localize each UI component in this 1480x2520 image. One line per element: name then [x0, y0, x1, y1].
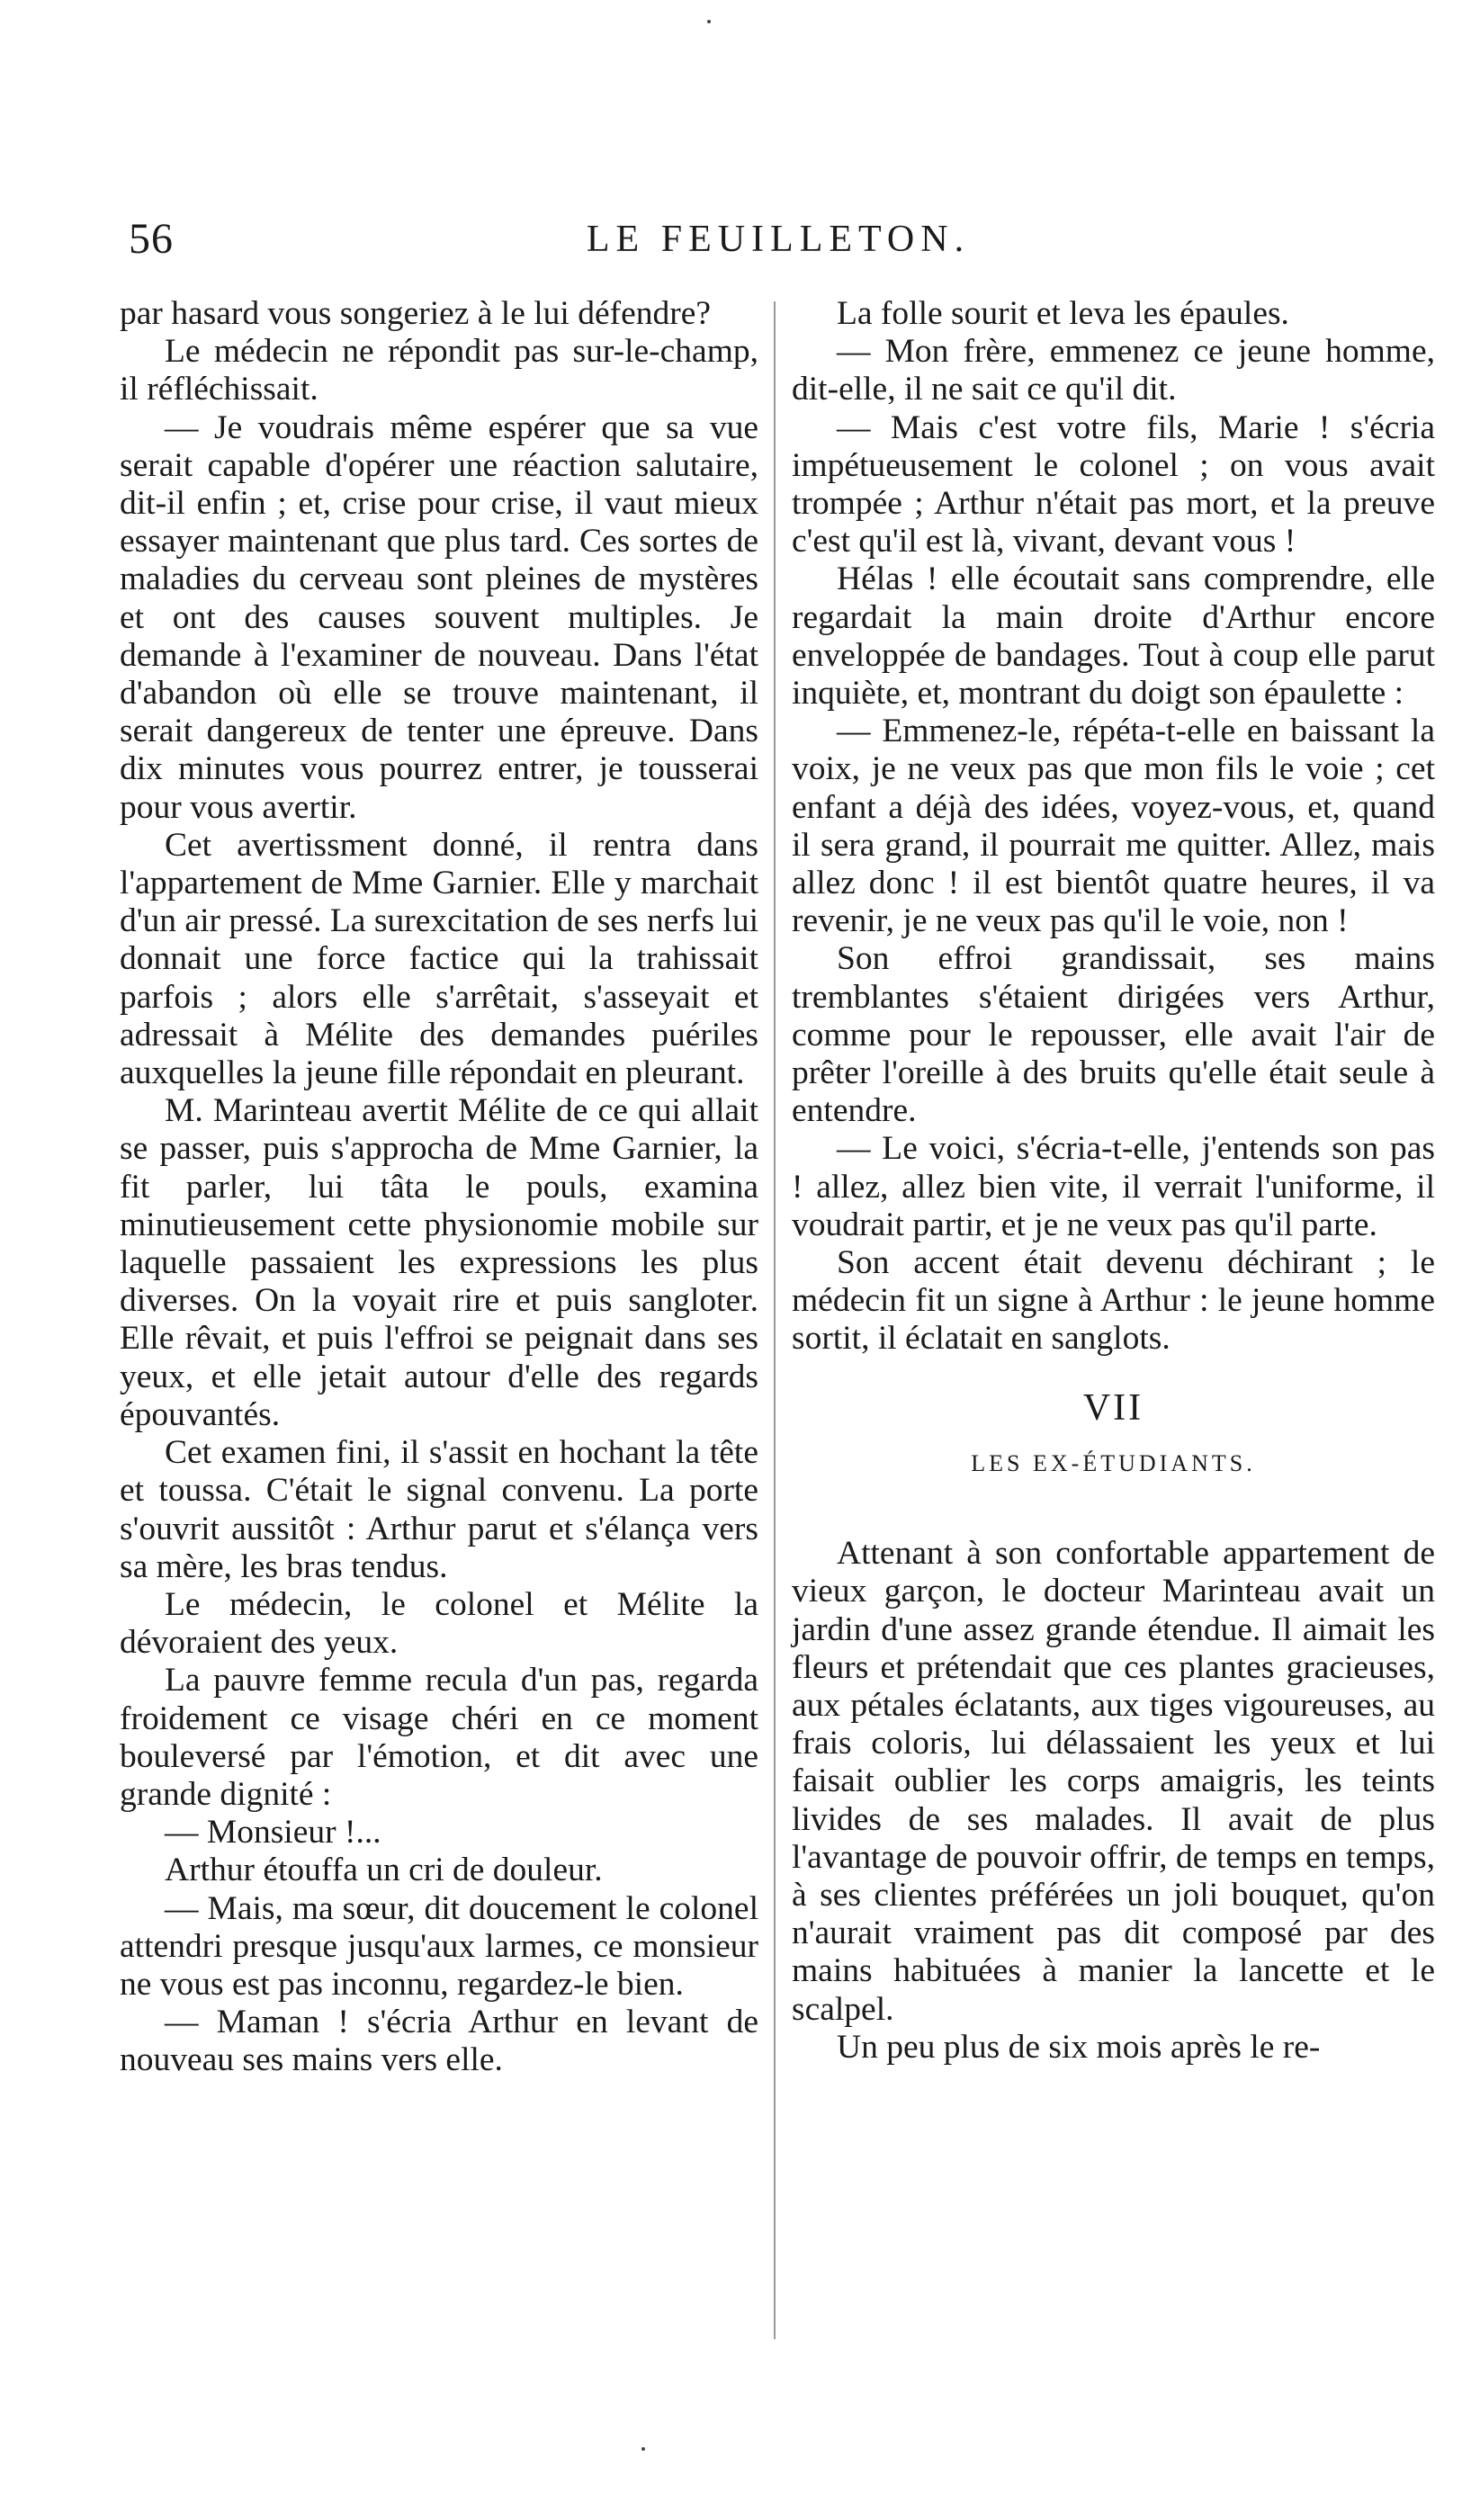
paragraph: par hasard vous songeriez à le lui défendre?: [120, 295, 712, 332]
print-speck: [707, 20, 711, 23]
paragraph: — Monsieur !...: [165, 1814, 381, 1852]
chapter-number: VII: [1082, 1386, 1144, 1429]
running-title: LE FEUILLETON.: [586, 219, 971, 260]
paragraph: Hélas ! elle écoutait sans comprendre, elle regardait la main droite d'Arthur encore enveloppée de bandages. Tout à coup elle parut inquiète, et, montrant du doigt son épaulette :: [792, 560, 1435, 713]
paragraph: Son effroi grandissait, ses mains tremblantes s'étaient dirigées vers Arthur, comme pour le repousser, elle avait l'air de prêter l'oreille à des bruits qu'elle était seule à entendre.: [792, 940, 1435, 1130]
paragraph: M. Marinteau avertit Mélite de ce qui allait se passer, puis s'approcha de Mme Garnier, la fit parler, lui tâta le pouls, examina minutieusement cette physionomie mobile sur laquelle passaient les expressions les plus diverses. On la voyait rire et puis sangloter. Elle rêvait, et puis l'effroi se peignait dans ses yeux, et elle jetait autour d'elle des regards épouvantés.: [120, 1092, 758, 1433]
paragraph: — Mon frère, emmenez ce jeune homme, dit-elle, il ne sait ce qu'il dit.: [792, 333, 1435, 408]
paragraph: Un peu plus de six mois après le re-: [837, 2028, 1321, 2066]
paragraph: La folle sourit et leva les épaules.: [837, 295, 1289, 332]
paragraph: Le médecin, le colonel et Mélite la dévoraient des yeux.: [120, 1585, 758, 1662]
column-divider: [774, 301, 776, 2339]
paragraph: — Mais, ma sœur, dit doucement le colonel attendri presque jusqu'aux larmes, ce monsieur ne vous est pas inconnu, regardez-le bien.: [120, 1889, 758, 2003]
right-column: [792, 295, 1435, 2067]
page-number: 56: [129, 215, 174, 263]
page-header: [121, 214, 1435, 268]
paragraph: Cet examen fini, il s'assit en hochant la tête et toussa. C'était le signal convenu. La porte s'ouvrit aussitôt : Arthur parut et s'élança vers sa mère, les bras tendus.: [120, 1434, 758, 1585]
paragraph: Son accent était devenu déchirant ; le médecin fit un signe à Arthur : le jeune homme sortit, il éclatait en sanglots.: [792, 1244, 1435, 1358]
print-speck: [641, 2447, 645, 2451]
paragraph: Attenant à son confortable appartement de vieux garçon, le docteur Marinteau avait un jardin d'une assez grande étendue. Il aimait les fleurs et prétendait que ces plantes gracieuses, aux pétales éclatants, aux tiges vigoureuses, au frais coloris, lui délassaient les yeux et lui faisait oublier les corps amaigris, les teints livides de ses malades. Il avait de plus l'avantage de pouvoir offrir, de temps en temps, à ses clientes préférées un joli bouquet, qu'on n'aurait vraiment pas dit composé par des mains habituées à manier la lancette et le scalpel.: [792, 1535, 1435, 2028]
paragraph: Le médecin ne répondit pas sur-le-champ, il réfléchissait.: [120, 333, 758, 408]
paragraph: — Emmenez-le, répéta-t-elle en baissant la voix, je ne veux pas que mon fils le voie ; cet enfant a déjà des idées, voyez-vous, et, quand il sera grand, il pourrait me quitter. Allez, mais allez donc ! il est bientôt quatre heures, il va revenir, je ne veux pas qu'il le voie, non !: [792, 713, 1435, 940]
chapter-title: LES EX-ÉTUDIANTS.: [971, 1449, 1256, 1476]
paragraph: — Je voudrais même espérer que sa vue serait capable d'opérer une réaction salutaire, dit-il enfin ; et, crise pour crise, il vaut mieux essayer maintenant que plus tard. Ces sortes de maladies du cerveau sont pleines de mystères et ont des causes souvent multiples. Je demande à l'examiner de nouveau. Dans l'état d'abandon où elle se trouve maintenant, il serait dangereux de tenter une épreuve. Dans dix minutes vous pourrez entrer, je tousserai pour vous avertir.: [120, 408, 758, 826]
paragraph: Cet avertissment donné, il rentra dans l'appartement de Mme Garnier. Elle y marchait d'un air pressé. La surexcitation de ses nerfs lui donnait une force factice qui la trahissait parfois ; alors elle s'arrêtait, s'asseyait et adressait à Mélite des demandes puériles auxquelles la jeune fille répondait en pleurant.: [120, 826, 758, 1092]
paragraph: — Le voici, s'écria-t-elle, j'entends son pas ! allez, allez bien vite, il verrait l'uniforme, il voudrait partir, et je ne veux pas qu'il parte.: [792, 1130, 1435, 1243]
paragraph: La pauvre femme recula d'un pas, regarda froidement ce visage chéri en ce moment bouleversé par l'émotion, et dit avec une grande dignité :: [120, 1662, 758, 1813]
paragraph: — Maman ! s'écria Arthur en levant de nouveau ses mains vers elle.: [120, 2004, 758, 2079]
paragraph: Arthur étouffa un cri de douleur.: [165, 1852, 603, 1889]
left-column: [120, 295, 758, 2080]
paragraph: — Mais c'est votre fils, Marie ! s'écria impétueusement le colonel ; on vous avait trompée ; Arthur n'était pas mort, et la preuve c'est qu'il est là, vivant, devant vous !: [792, 408, 1435, 560]
